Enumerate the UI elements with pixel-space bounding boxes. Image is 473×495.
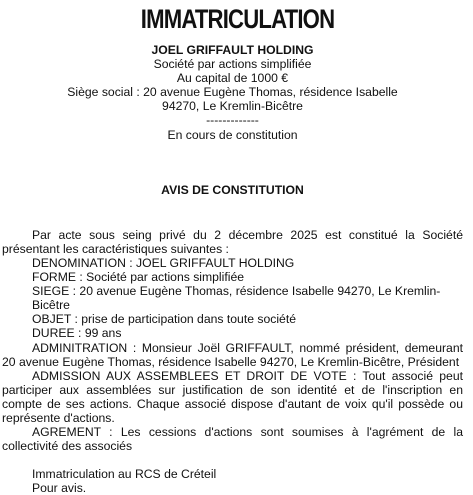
company-capital: Au capital de 1000 € xyxy=(176,71,289,86)
siege-line-2: 94270, Le Kremlin-Bicêtre xyxy=(162,99,303,114)
duree-line: DUREE : 99 ans xyxy=(32,326,122,341)
notice-header xyxy=(2,43,463,142)
objet-line: OBJET : prise de participation dans toute société xyxy=(32,312,296,327)
pour-avis-line: Pour avis. xyxy=(32,481,87,495)
notice-footer xyxy=(2,467,463,495)
header-separator: ------------- xyxy=(206,113,259,128)
company-status: En cours de constitution xyxy=(167,127,298,142)
forme-line: FORME : Société par actions simplifiée xyxy=(32,270,245,285)
legal-notice xyxy=(0,4,473,495)
page-title: IMMATRICULATION xyxy=(140,4,335,34)
denomination-line: DENOMINATION : JOEL GRIFFAULT HOLDING xyxy=(32,255,295,270)
agrement-paragraph: AGREMENT : Les cessions d'actions sont soumises à l'agrément de la collectivité des associés xyxy=(2,425,463,454)
company-name: JOEL GRIFFAULT HOLDING xyxy=(151,43,314,57)
avis-title: AVIS DE CONSTITUTION xyxy=(161,182,304,197)
admission-paragraph: ADMISSION AUX ASSEMBLEES ET DROIT DE VOTE : Tout associé peut participer aux assemblées sur justification de son identité et de l'inscription en compte de ses actions. Chaque associé dispose d'autant de voix qu'il possède ou représente d'actions. xyxy=(2,368,463,425)
administration-paragraph: ADMINITRATION : Monsieur Joël GRIFFAULT, nommé président, demeurant 20 avenue Eugène Thomas, résidence Isabelle 94270, Le Kremlin-Bicêtre, Président xyxy=(2,340,463,369)
siege-line: SIEGE : 20 avenue Eugène Thomas, résidence Isabelle 94270, Le Kremlin-Bicêtre xyxy=(32,284,441,313)
rcs-line: Immatriculation au RCS de Créteil xyxy=(32,467,217,482)
siege-line-1: Siège social : 20 avenue Eugène Thomas, résidence Isabelle xyxy=(67,85,398,100)
intro-paragraph: Par acte sous seing privé du 2 décembre 2025 est constitué la Société présentant les caractéristiques suivantes : xyxy=(2,227,463,256)
company-form: Société par actions simplifiée xyxy=(153,57,312,72)
notice-body xyxy=(2,228,463,454)
